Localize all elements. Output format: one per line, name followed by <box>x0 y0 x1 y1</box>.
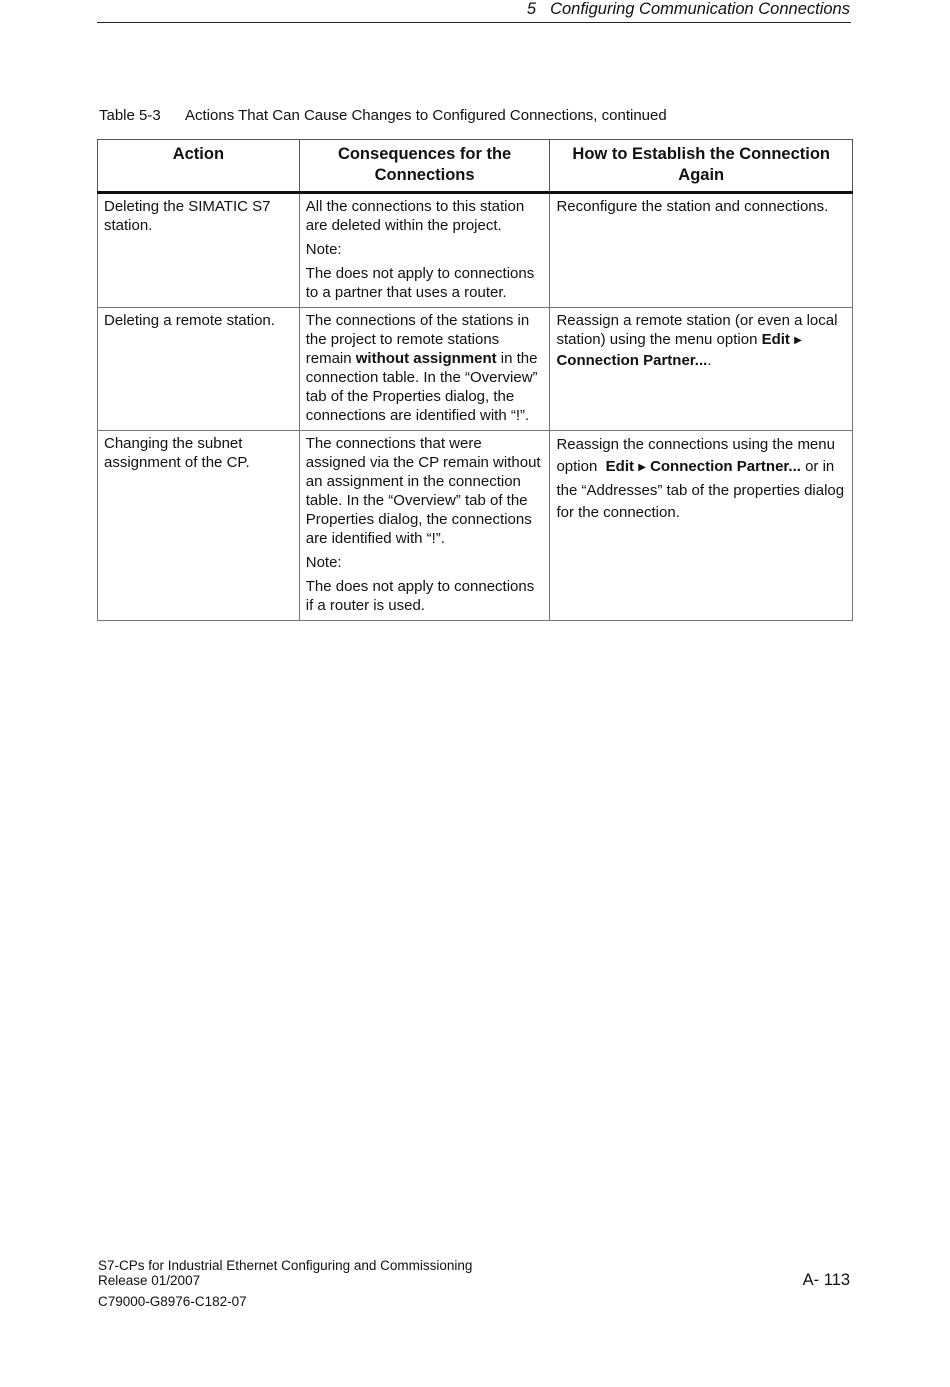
consequence-cell <box>299 308 550 431</box>
remedy-text-start: Reassign the connections using the menu option <box>556 436 835 475</box>
column-header-action: Action <box>98 140 300 193</box>
note-label: Note: <box>305 554 342 571</box>
consequence-cell <box>299 431 550 621</box>
footer-title: S7-CPs for Industrial Ethernet Configuring and Commissioning <box>98 1258 473 1273</box>
action-text: Changing the subnet assignment of the CP. <box>104 435 250 471</box>
table-title: Actions That Can Cause Changes to Configured Connections, continued <box>185 107 667 124</box>
remedy-cell <box>550 308 853 431</box>
menu-connection-partner: Connection Partner... <box>650 458 801 475</box>
menu-arrow-icon: ▶ <box>638 462 646 473</box>
consequence-text: All the connections to this station are deleted within the project. <box>305 198 525 234</box>
consequence-text-start: The connections of the stations in the project to remote stations remain <box>305 312 530 367</box>
remedy-text: Reconfigure the station and connections. <box>556 198 829 215</box>
page-number: A- 113 <box>802 1271 850 1289</box>
menu-connection-partner: Connection Partner... <box>556 352 708 369</box>
action-text: Deleting a remote station. <box>104 312 275 329</box>
remedy-text-end: or in the “Addresses” tab of the properties dialog for the connection. <box>556 458 845 521</box>
action-cell <box>98 193 300 308</box>
header-rule <box>97 22 851 23</box>
action-text: Deleting the SIMATIC S7 station. <box>104 198 271 234</box>
table-row <box>98 308 853 431</box>
menu-arrow-icon: ▶ <box>794 335 802 346</box>
footer-release: Release 01/2007 <box>98 1273 201 1288</box>
remedy-cell <box>550 193 853 308</box>
remedy-text-end: . <box>707 352 712 369</box>
table-caption <box>99 107 667 125</box>
remedy-cell <box>550 431 853 621</box>
table-header-row <box>98 140 853 193</box>
menu-edit: Edit <box>605 458 635 475</box>
column-header-remedy: How to Establish the Connection Again <box>550 140 853 193</box>
action-cell <box>98 308 300 431</box>
action-cell <box>98 431 300 621</box>
footer-order-number: C79000-G8976-C182-07 <box>98 1294 247 1309</box>
table-number: Table 5-3 <box>99 107 161 124</box>
consequence-text-end: in the connection table. In the “Overview” tab of the Properties dialog, the connections are identified with “!”. <box>305 350 538 424</box>
note-text: The does not apply to connections to a partner that uses a router. <box>305 265 535 301</box>
chapter-number: 5 <box>526 0 537 18</box>
column-header-consequences: Consequences for the Connections <box>299 140 550 193</box>
running-header <box>98 0 850 18</box>
table-row <box>98 193 853 308</box>
table-row <box>98 431 853 621</box>
note-text: The does not apply to connections if a router is used. <box>305 578 535 614</box>
consequence-emphasis: without assignment <box>355 350 497 367</box>
consequence-text: The connections that were assigned via the CP remain without an assignment in the connection table. In the “Overview” tab of the Properties dialog, the connections are identified with “!”. <box>305 435 541 547</box>
menu-edit: Edit <box>761 331 790 348</box>
note-label: Note: <box>305 241 342 258</box>
remedy-paragraph <box>556 434 846 524</box>
remedy-text-start: Reassign a remote station (or even a local station) using the menu option <box>556 312 838 348</box>
chapter-title: Configuring Communication Connections <box>550 0 850 18</box>
consequence-cell <box>299 193 550 308</box>
connections-table <box>97 139 853 621</box>
footer-document-info <box>98 1258 472 1309</box>
